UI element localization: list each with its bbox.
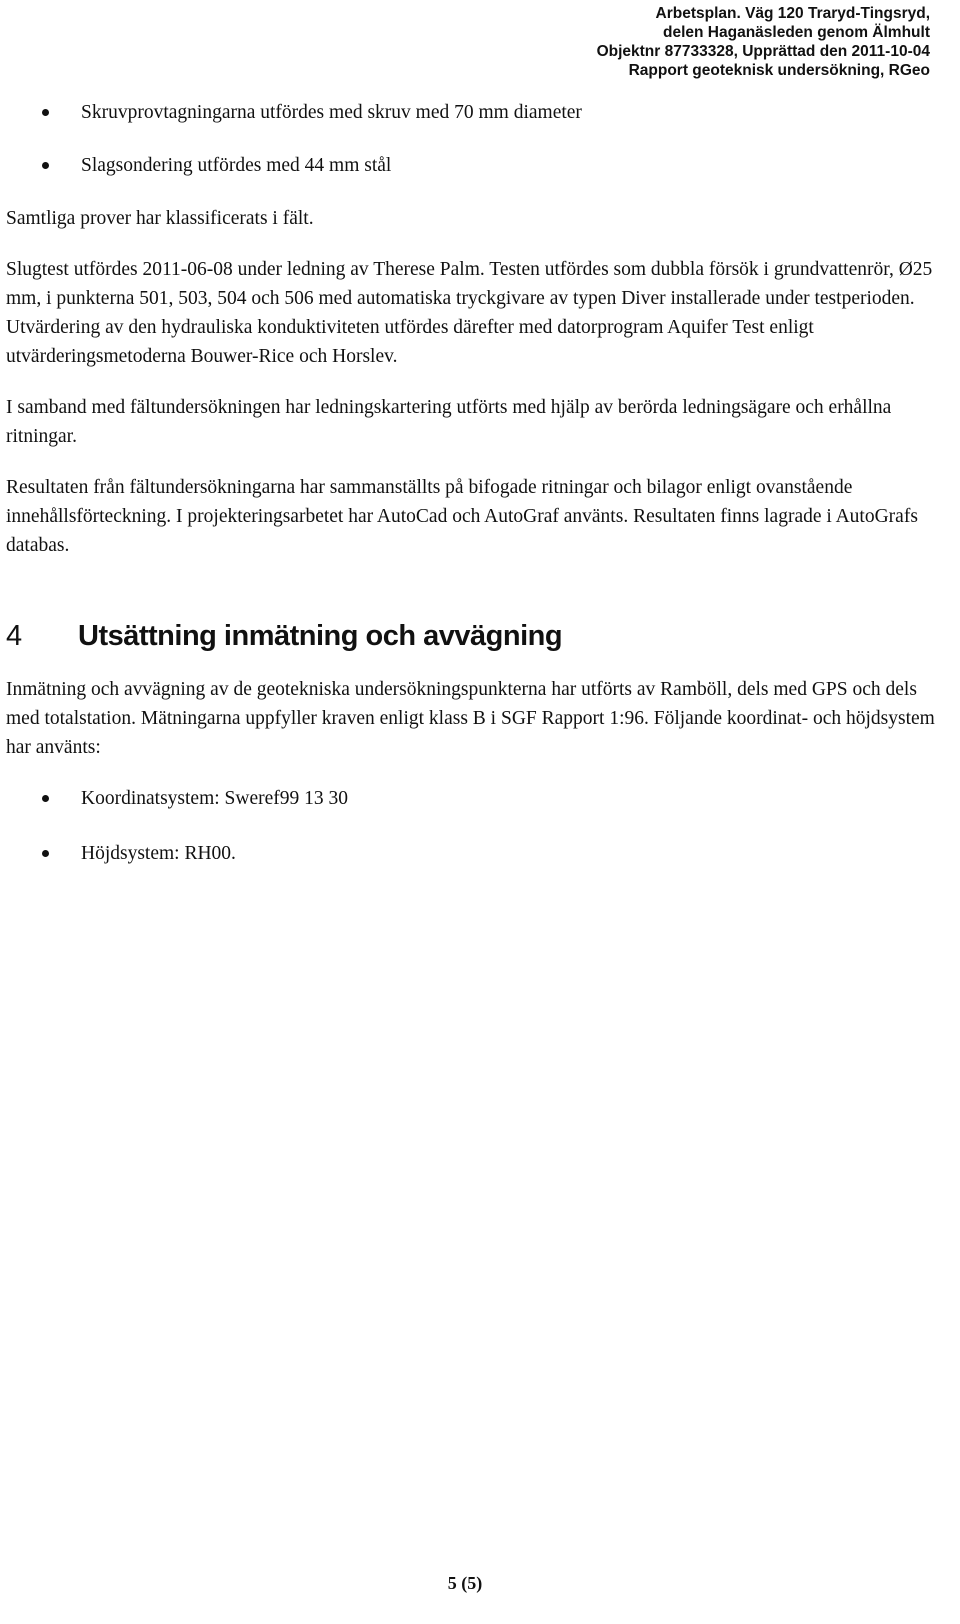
bullet-icon — [42, 109, 49, 116]
bullet-icon — [42, 850, 49, 857]
coordinate-system-list — [6, 784, 941, 868]
list-item-text: Slagsondering utfördes med 44 mm stål — [81, 155, 392, 176]
bullet-icon — [42, 162, 49, 169]
list-item — [6, 151, 941, 180]
section-heading — [6, 620, 941, 653]
list-item — [6, 784, 941, 813]
page-number: 5 (5) — [447, 1573, 483, 1593]
document-body — [6, 98, 941, 894]
header-line-object: Objektnr 87733328, Upprättad den 2011-10-04 — [596, 43, 930, 60]
header-line-report: Rapport geoteknisk undersökning, RGeo — [628, 62, 930, 79]
header-line-section: delen Haganäsleden genom Älmhult — [663, 24, 930, 41]
paragraph-utility-mapping: I samband med fältundersökningen har ledningskartering utförts med hjälp av berörda ledningsägare och erhållna ritningar. — [6, 397, 892, 447]
bullet-icon — [42, 795, 49, 802]
section-number: 4 — [6, 620, 23, 652]
paragraph-slugtest: Slugtest utfördes 2011-06-08 under ledning av Therese Palm. Testen utfördes som dubbla försök i grundvattenrör, Ø25 mm, i punkterna 501, 503, 504 och 506 med automatiska tryckgivare av typen Diver installerade under testperioden. Utvärdering av den hydrauliska konduktiviteten utfördes därefter med datorprogram Aquifer Test enligt utvärderingsmetoderna Bouwer-Rice och Horslev. — [6, 259, 933, 367]
section-title: Utsättning inmätning och avvägning — [78, 620, 563, 652]
list-item — [6, 98, 941, 127]
header-line-project: Arbetsplan. Väg 120 Traryd-Tingsryd, — [655, 5, 930, 22]
paragraph-classification: Samtliga prover har klassificerats i fält. — [6, 208, 314, 229]
list-item-text: Skruvprovtagningarna utfördes med skruv med 70 mm diameter — [81, 102, 582, 123]
paragraph-survey: Inmätning och avvägning av de geotekniska undersökningspunkterna har utförts av Ramböll, dels med GPS och dels med totalstation. Mätningarna uppfyller kraven enligt klass B i SGF Rapport 1:96. Följande koordinat- och höjdsystem har använts: — [6, 679, 935, 758]
list-item-text: Koordinatsystem: Sweref99 13 30 — [81, 788, 349, 809]
list-item — [6, 839, 941, 868]
paragraph-results: Resultaten från fältundersökningarna har sammanställts på bifogade ritningar och bilagor enligt ovanstående innehållsförteckning. I projekteringsarbetet har AutoCad och AutoGraf använts. Resultaten finns lagrade i AutoGrafs databas. — [6, 477, 918, 556]
page-header — [597, 4, 930, 80]
list-item-text: Höjdsystem: RH00. — [81, 843, 236, 864]
